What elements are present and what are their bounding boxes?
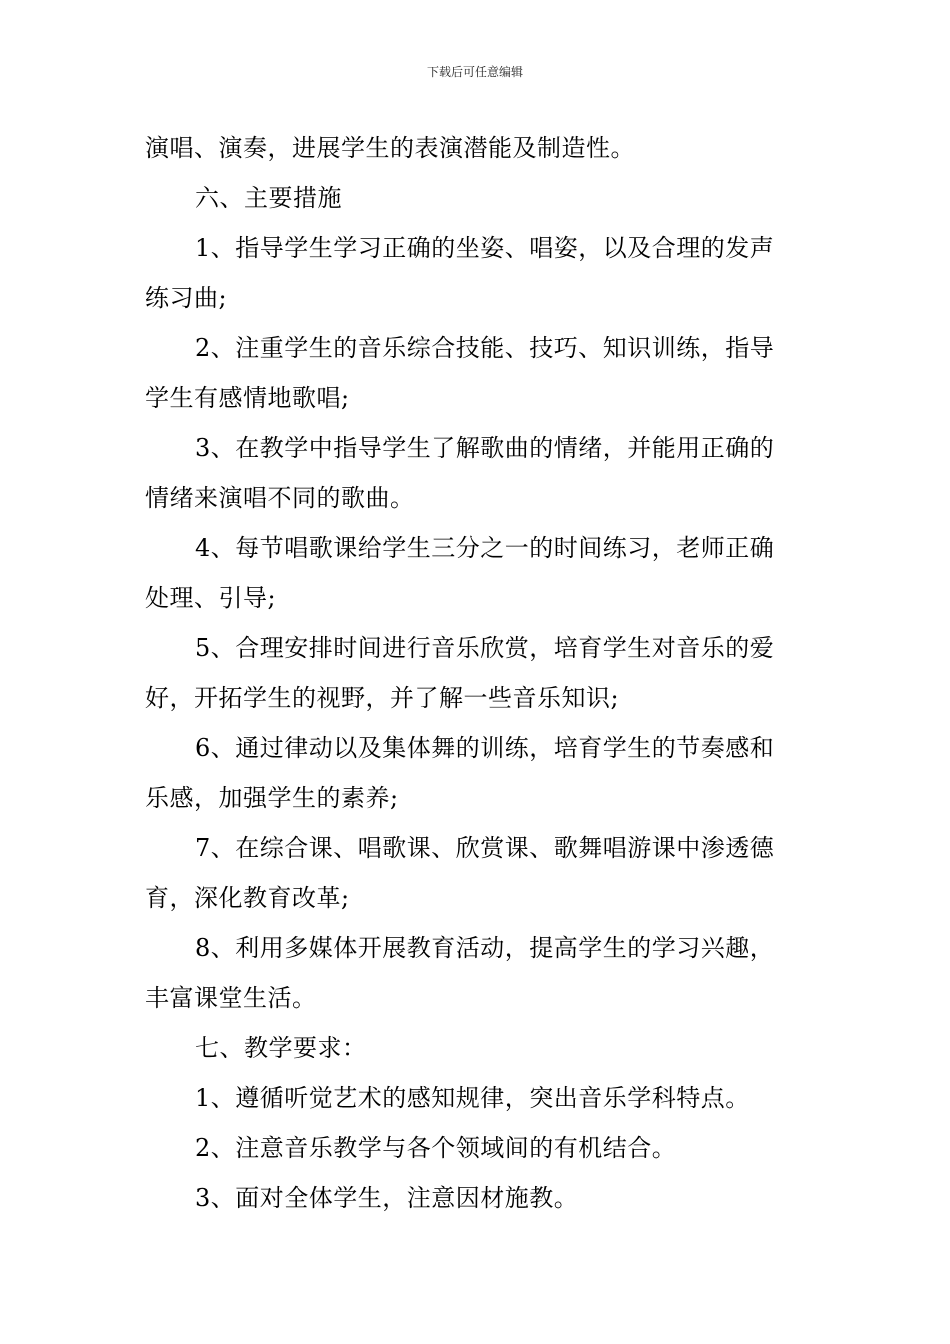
text-line: 育，深化教育改革; <box>145 884 350 912</box>
text-line: 学生有感情地歌唱; <box>145 384 350 412</box>
text-line: 1、遵循听觉艺术的感知规律，突出音乐学科特点。 <box>195 1084 750 1112</box>
section-heading-measures: 六、主要措施 <box>195 184 342 212</box>
text-line: 演唱、演奏，进展学生的表演潜能及制造性。 <box>145 134 635 162</box>
text-line: 4、每节唱歌课给学生三分之一的时间练习，老师正确 <box>195 534 775 562</box>
text-line: 5、合理安排时间进行音乐欣赏，培育学生对音乐的爱 <box>195 634 775 662</box>
text-line: 好，开拓学生的视野，并了解一些音乐知识; <box>145 684 620 712</box>
text-line: 3、在教学中指导学生了解歌曲的情绪，并能用正确的 <box>195 434 775 462</box>
document-body <box>145 123 810 1223</box>
text-line: 2、注意音乐教学与各个领域间的有机结合。 <box>195 1134 677 1162</box>
page-header: 下载后可任意编辑 <box>426 65 523 79</box>
text-line: 7、在综合课、唱歌课、欣赏课、歌舞唱游课中渗透德 <box>195 834 775 862</box>
text-line: 练习曲; <box>145 284 228 312</box>
text-line: 丰富课堂生活。 <box>145 984 317 1012</box>
text-line: 6、通过律动以及集体舞的训练，培育学生的节奏感和 <box>195 734 775 762</box>
text-line: 处理、引导; <box>145 584 277 612</box>
text-line: 乐感，加强学生的素养; <box>145 784 399 812</box>
text-line: 2、注重学生的音乐综合技能、技巧、知识训练，指导 <box>195 334 775 362</box>
section-heading-requirements: 七、教学要求： <box>195 1034 367 1062</box>
text-line: 3、面对全体学生，注意因材施教。 <box>195 1184 579 1212</box>
text-line: 情绪来演唱不同的歌曲。 <box>145 484 415 512</box>
text-line: 8、利用多媒体开展教育活动，提高学生的学习兴趣， <box>195 934 775 962</box>
text-line: 1、指导学生学习正确的坐姿、唱姿，以及合理的发声 <box>195 234 775 262</box>
